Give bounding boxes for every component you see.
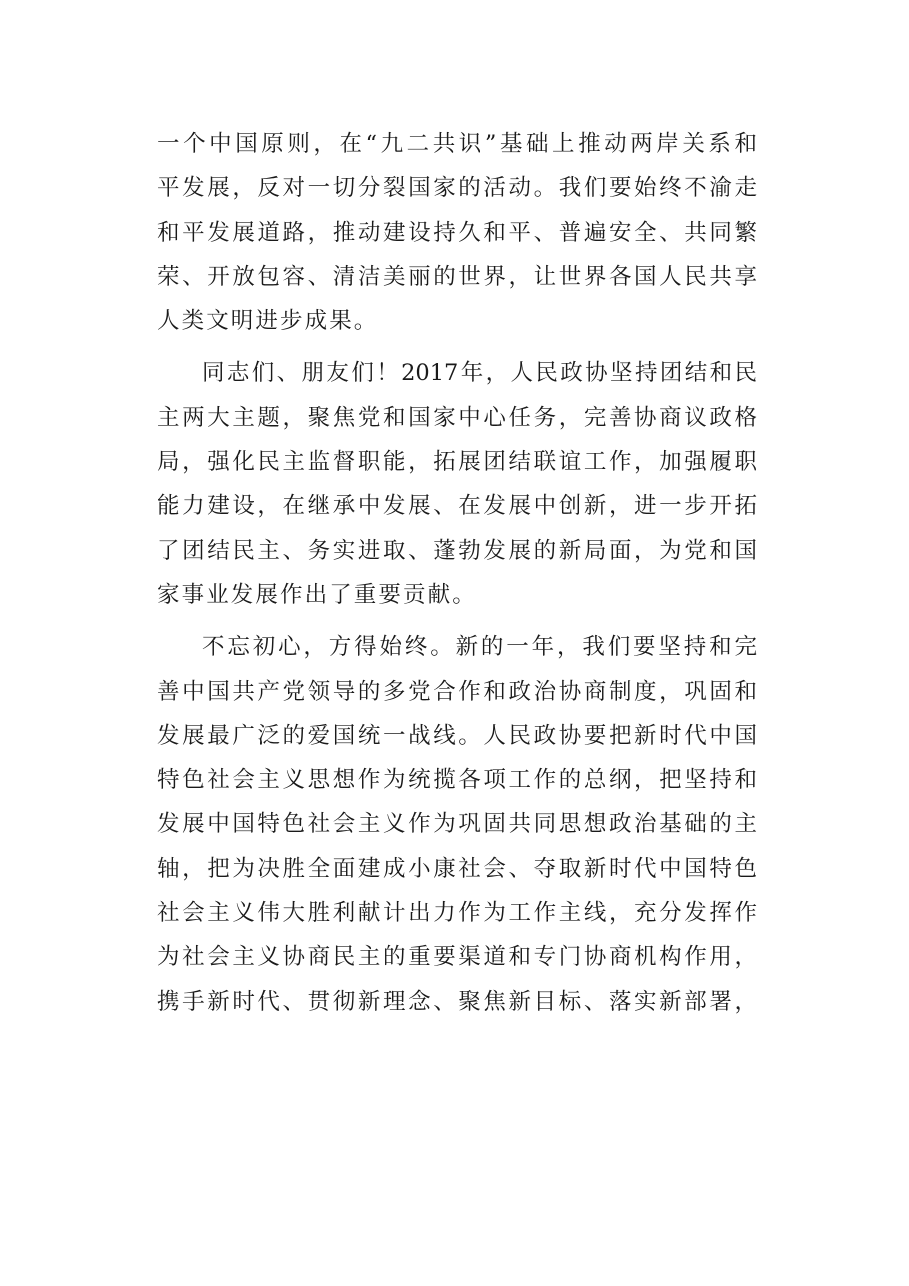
document-body: [157, 122, 757, 1024]
paragraph-spacing: [157, 617, 757, 625]
text-line: 发展最广泛的爱国统一战线。人民政协要把新时代中国: [157, 722, 757, 749]
text-line: 携手新时代、贯彻新理念、聚焦新目标、落实新部署，: [157, 988, 757, 1015]
text-line: 社会主义伟大胜利献计出力作为工作主线，充分发挥作: [157, 900, 757, 927]
text-line: 了团结民主、务实进取、蓬勃发展的新局面，为党和国: [157, 537, 757, 564]
text-line: 不忘初心，方得始终。新的一年，我们要坚持和完: [202, 634, 757, 661]
text-line: 为社会主义协商民主的重要渠道和专门协商机构作用，: [157, 944, 757, 971]
text-line: 特色社会主义思想作为统揽各项工作的总纲，把坚持和: [157, 767, 757, 794]
text-line: 人类文明进步成果。: [157, 308, 379, 335]
paragraph-1: [157, 122, 757, 343]
text-line: 一个中国原则，在“九二共识”基础上推动两岸关系和: [157, 131, 757, 157]
text-line: 善中国共产党领导的多党合作和政治协商制度，巩固和: [157, 678, 757, 705]
text-line: 主两大主题，聚焦党和国家中心任务，完善协商议政格: [157, 404, 757, 431]
text-line: 局，强化民主监督职能，拓展团结联谊工作，加强履职: [157, 449, 757, 476]
paragraph-3: [157, 625, 757, 1024]
text-line: 轴，把为决胜全面建成小康社会、夺取新时代中国特色: [157, 855, 757, 882]
text-line: 荣、开放包容、清洁美丽的世界，让世界各国人民共享: [157, 263, 757, 290]
paragraph-spacing: [157, 343, 757, 351]
text-line: 家事业发展作出了重要贡献。: [157, 581, 477, 608]
text-line: 同志们、朋友们！2017年，人民政协坚持团结和民: [202, 360, 757, 387]
text-line: 能力建设，在继承中发展、在发展中创新，进一步开拓: [157, 493, 757, 520]
text-line: 发展中国特色社会主义作为巩固共同思想政治基础的主: [157, 811, 757, 838]
text-line: 平发展，反对一切分裂国家的活动。我们要始终不渝走: [157, 175, 757, 202]
text-line: 和平发展道路，推动建设持久和平、普遍安全、共同繁: [157, 219, 757, 246]
paragraph-2: [157, 351, 757, 617]
